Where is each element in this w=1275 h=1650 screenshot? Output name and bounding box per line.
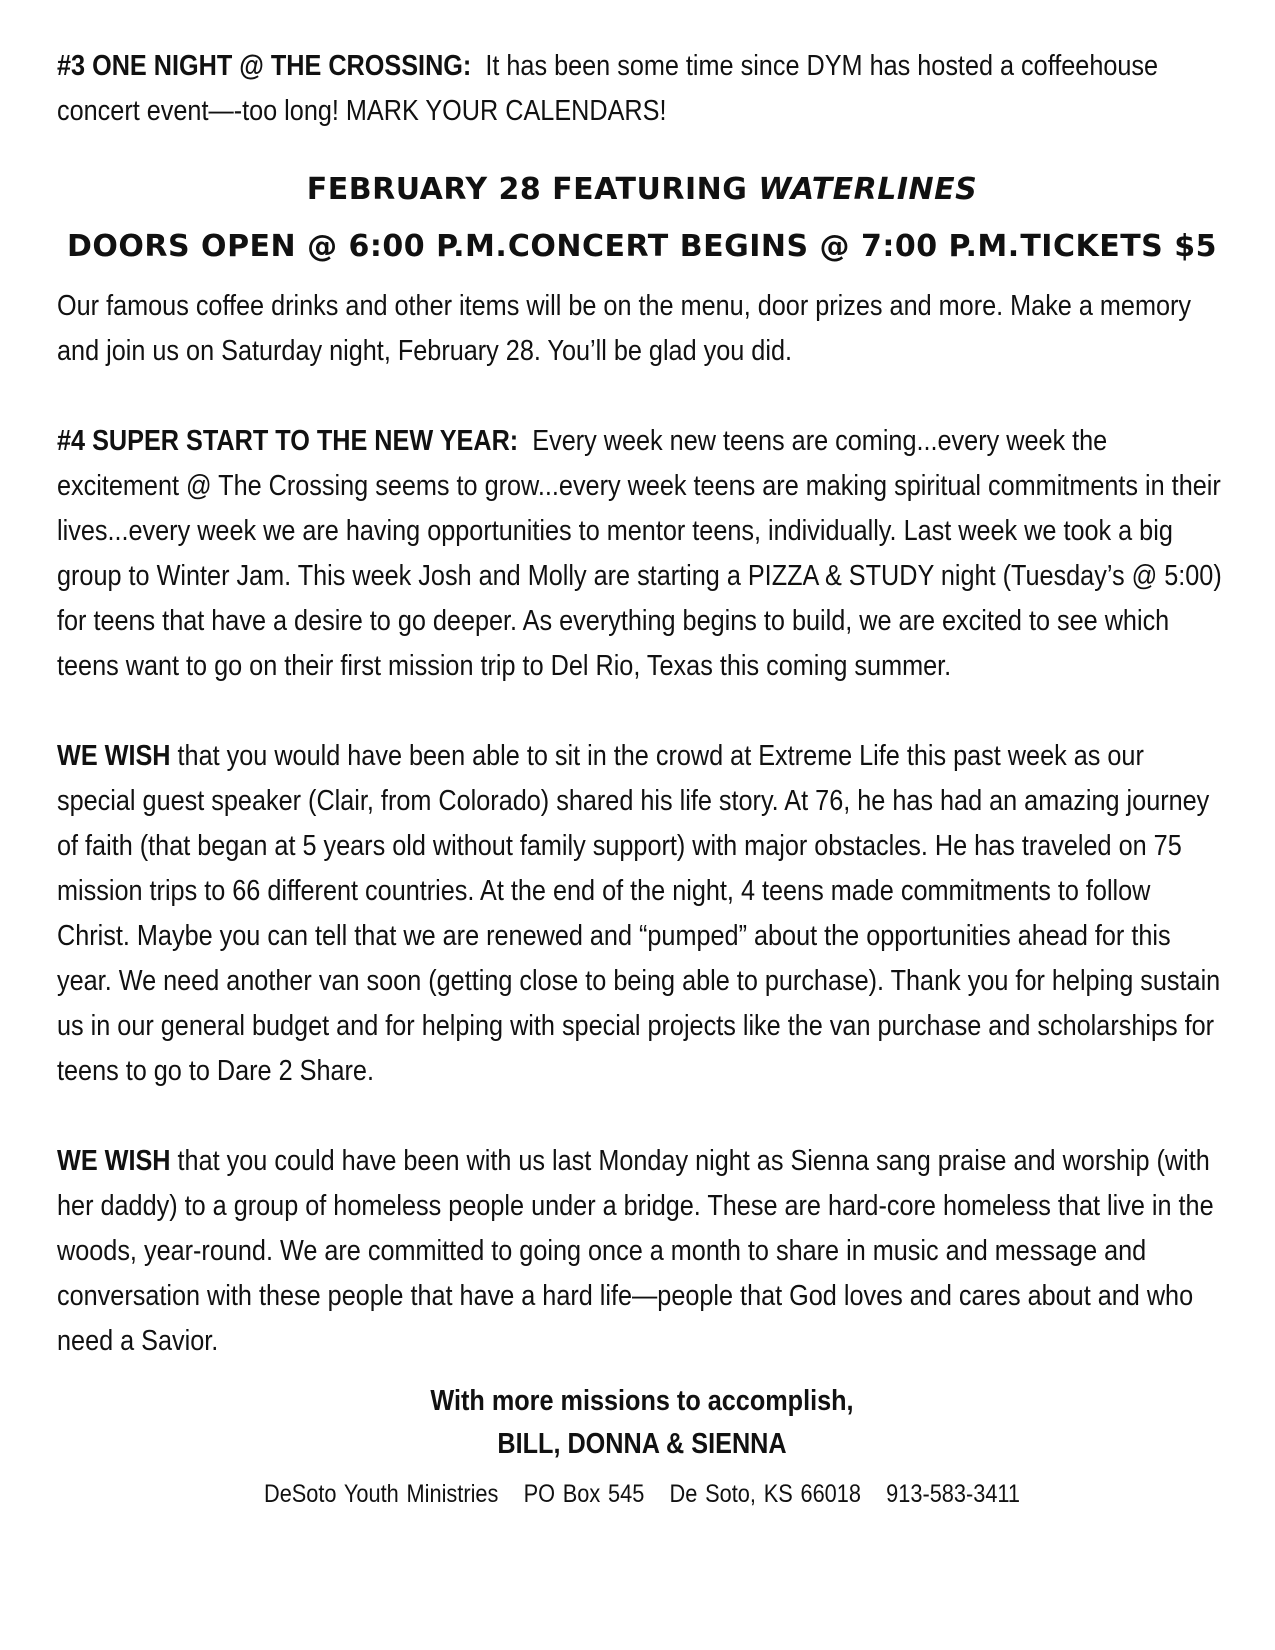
section-4-heading: #4 SUPER START TO THE NEW YEAR: [57, 425, 519, 457]
wish-paragraph-2 [57, 1139, 1227, 1364]
footer-po-box: PO Box 545 [523, 1480, 645, 1508]
section-3-heading: #3 ONE NIGHT @ THE CROSSING: [57, 50, 472, 82]
ticket-price: TICKETS $5 [1020, 229, 1217, 264]
concert-paragraph: Our famous coffee drinks and other items will be on the menu, door prizes and more. Make a memory and join us on Saturday night, February 28. You’ll be glad you did. [57, 290, 1192, 367]
doors-open-time: DOORS OPEN @ 6:00 P.M. [67, 229, 508, 264]
closing-signature: BILL, DONNA & SIENNA [497, 1428, 787, 1460]
footer-contact [133, 1480, 1151, 1509]
footer-phone: 913-583-3411 [886, 1480, 1021, 1508]
section-3-text: It has been some time since DYM has hosted a coffeehouse concert event—-too long! MARK YOUR CALENDARS! [57, 50, 1159, 127]
concert-banner-details [67, 229, 1217, 264]
section-4-text: Every week new teens are coming...every week the excitement @ The Crossing seems to grow...every week teens are making spiritual commitments in their lives...every week we are having opportunities to mentor teens, individually. Last week we took a big group to Winter Jam. This week Josh and Molly are starting a PIZZA & STUDY night (Tuesday’s @ 5:00) for teens that have a desire to go deeper. As everything begins to build, we are excited to see which teens want to go on their first mission trip to Del Rio, Texas this coming summer. [57, 425, 1222, 682]
wish-paragraph-1 [57, 734, 1227, 1094]
concert-banner-title [57, 172, 1227, 207]
wish-1-lead: WE WISH [57, 740, 171, 772]
footer-org: DeSoto Youth Ministries [263, 1480, 499, 1508]
concert-date: FEBRUARY 28 FEATURING [306, 172, 748, 207]
concert-start-time: CONCERT BEGINS @ 7:00 P.M. [507, 229, 1020, 264]
newsletter-page [57, 44, 1227, 1509]
footer-city: De Soto, KS 66018 [669, 1480, 861, 1508]
closing-line: With more missions to accomplish, [430, 1385, 854, 1417]
band-name: WATERLINES [758, 172, 978, 207]
wish-1-text: that you would have been able to sit in the crowd at Extreme Life this past week as our special guest speaker (Clair, from Colorado) shared his life story. At 76, he has had an amazing journey of faith (that began at 5 years old without family support) with major obstacles. He has traveled on 75 mission trips to 66 different countries. At the end of the night, 4 teens made commitments to follow Christ. Maybe you can tell that we are renewed and “pumped” about the opportunities ahead for this year. We need another van soon (getting close to being able to purchase). Thank you for helping sustain us in our general budget and for helping with special projects like the van purchase and scholarships for teens to go to Dare 2 Share. [57, 740, 1221, 1087]
wish-2-text: that you could have been with us last Monday night as Sienna sang praise and worship (with her daddy) to a group of homeless people under a bridge. These are hard-core homeless that live in the woods, year-round. We are committed to going once a month to share in music and message and conversation with these people that have a hard life—people that God loves and cares about and who need a Savior. [57, 1145, 1214, 1357]
section-3-paragraph [57, 44, 1227, 134]
section-4-paragraph [57, 419, 1227, 689]
wish-2-lead: WE WISH [57, 1145, 171, 1177]
